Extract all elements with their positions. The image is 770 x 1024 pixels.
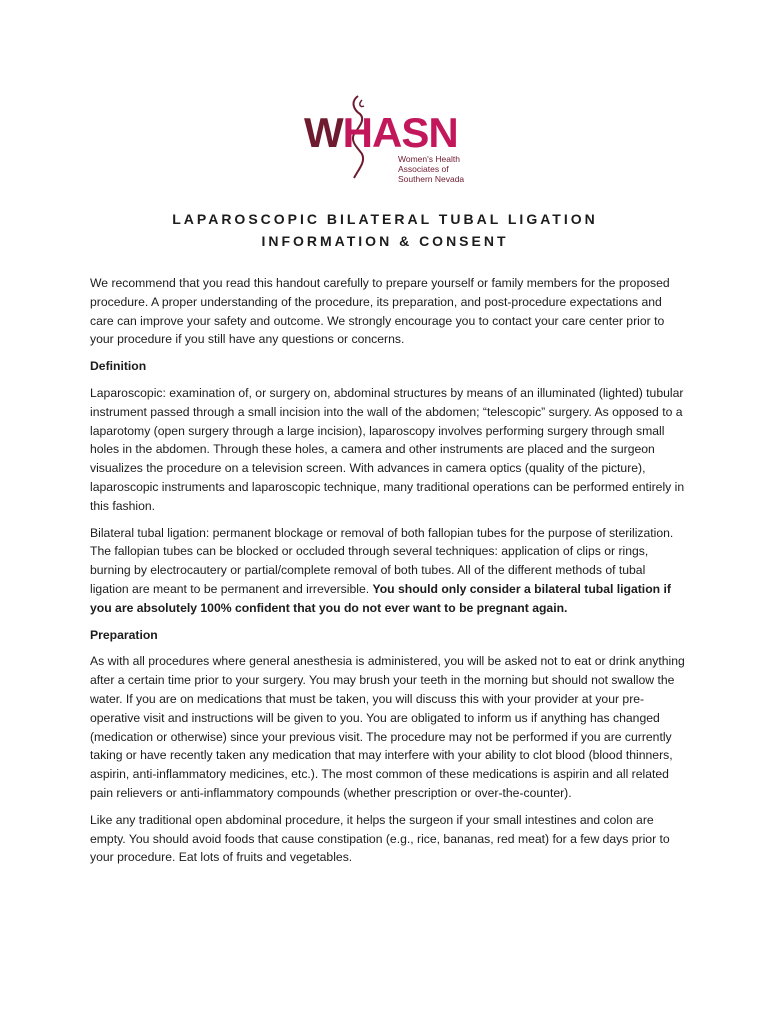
logo-tagline: Women's Health Associates of Southern Nevada	[398, 154, 465, 184]
preparation-heading: Preparation	[90, 627, 158, 642]
logo-letters-hasn: HASN	[342, 109, 458, 156]
btl-warning: You should only consider a bilateral tubal ligation if you are absolutely 100% confident that you do not ever want to be pregnant again.	[90, 581, 671, 615]
preparation-paragraph-1: As with all procedures where general anesthesia is administered, you will be asked not to eat or drink anything after a certain time prior to your surgery. You may brush your teeth in the morning but should not swallow the water. If you are on medications that must be taken, you will discuss this with your provider at your pre-operative visit and instructions will be given to you. You are obligated to inform us if anything has changed (medication or otherwise) since your previous visit. The procedure may not be performed if you are currently taking or have recently taken any medication that may interfere with your ability to clot blood (blood thinners, aspirin, anti-inflammatory medicines, etc.). The most common of these medications is aspirin and all related pain relievers or anti-inflammatory compounds (whether prescription or over-the-counter).	[90, 654, 685, 800]
document-body	[90, 274, 685, 875]
logo-wordmark	[304, 109, 458, 156]
title-line-2: INFORMATION & CONSENT	[261, 233, 509, 249]
btl-definition	[90, 524, 685, 618]
definition-heading: Definition	[90, 359, 147, 374]
preparation-paragraph-2: Like any traditional open abdominal procedure, it helps the surgeon if your small intestines and colon are empty. You should avoid foods that cause constipation (e.g., rice, bananas, red meat) for a few days prior to your procedure. Eat lots of fruits and vegetables.	[90, 812, 670, 865]
btl-definition-text: Bilateral tubal ligation: permanent blockage or removal of both fallopian tubes for the purpose of sterilization. The fallopian tubes can be blocked or occluded through several techniques: application of clips or rings, burning by electrocautery or partial/complete removal of both tubes. All of the different methods of tubal ligation are meant to be permanent and irreversible.	[90, 525, 674, 596]
document-title	[0, 208, 770, 252]
whasn-logo	[300, 92, 475, 182]
logo-letter-w: W	[304, 109, 343, 156]
intro-paragraph: We recommend that you read this handout carefully to prepare yourself or family members for the proposed procedure. A proper understanding of the procedure, its preparation, and post-procedure expectations and care can improve your safety and outcome. We strongly encourage you to contact your care center prior to your procedure if you still have any questions or concerns.	[90, 276, 670, 347]
laparoscopic-definition: Laparoscopic: examination of, or surgery on, abdominal structures by means of an illuminated (lighted) tubular instrument passed through a small incision into the wall of the abdomen; “telescopic” surgery. As opposed to a laparotomy (open surgery through a large incision), laparoscopy involves performing surgery through small holes in the abdomen. Through these holes, a camera and other instruments are placed and the surgeon visualizes the procedure on a television screen. With advances in camera optics (quality of the picture), laparoscopic instruments and laparoscopic technique, many traditional operations can be performed entirely in this fashion.	[90, 385, 685, 513]
title-line-1: LAPAROSCOPIC BILATERAL TUBAL LIGATION	[172, 211, 598, 227]
